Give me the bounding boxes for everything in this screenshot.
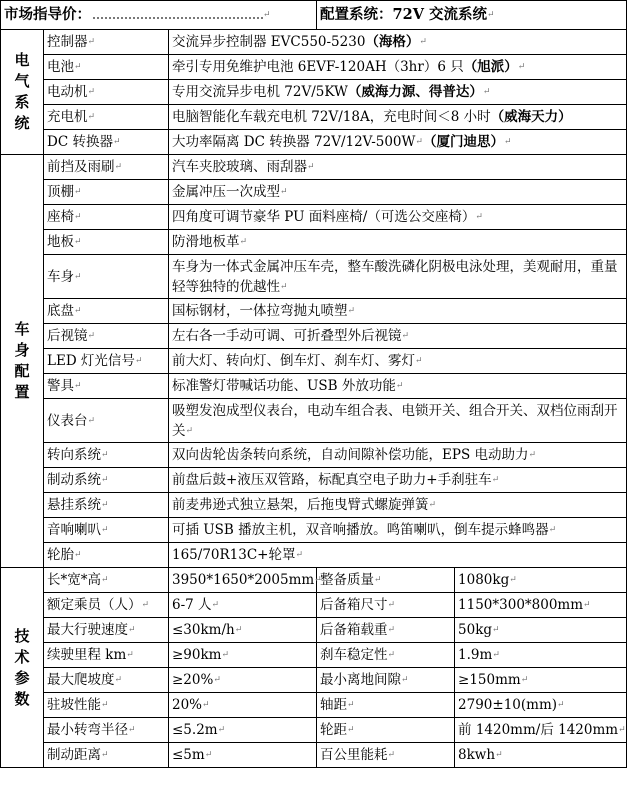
section-char: 置 xyxy=(14,383,30,401)
cell-text: 后备箱载重 xyxy=(320,622,388,638)
row-value xyxy=(169,105,627,130)
paragraph-mark: ↵ xyxy=(347,725,355,735)
cell-text: ≤5.2m xyxy=(172,722,218,738)
cell-text: 续驶里程 km xyxy=(47,647,127,663)
row-label xyxy=(44,30,169,55)
paragraph-mark: ↵ xyxy=(221,650,230,660)
row-value xyxy=(169,493,627,518)
body-row xyxy=(1,349,627,374)
paragraph-mark: ↵ xyxy=(495,750,503,760)
cell-text: 制动系统 xyxy=(47,472,101,488)
row-label xyxy=(44,349,169,374)
cell-text: 后视镜 xyxy=(47,328,88,344)
cell-text: 前麦弗逊式独立悬架，后拖曳臂式螺旋弹簧 xyxy=(172,497,429,513)
cell-text: ≤5m xyxy=(172,747,205,763)
row-label xyxy=(44,255,169,299)
row-value xyxy=(169,543,627,568)
section-char: 电 xyxy=(14,51,30,69)
cell-text: ≥150mm xyxy=(458,672,521,688)
brand-name: （旭派） xyxy=(463,59,518,75)
paragraph-mark: ↵ xyxy=(492,625,500,635)
body-row xyxy=(1,518,627,543)
paragraph-mark: ↵ xyxy=(239,237,248,247)
paragraph-mark: ↵ xyxy=(101,450,109,460)
param-value xyxy=(169,568,322,593)
row-label xyxy=(44,443,169,468)
cell-text: 车身 xyxy=(47,268,74,285)
market-price-label: 市场指导价： xyxy=(4,6,91,23)
electrical-row xyxy=(1,130,627,155)
section-electrical xyxy=(1,30,44,155)
paragraph-mark: ↵ xyxy=(618,725,626,735)
cell-text: 警具 xyxy=(47,378,74,394)
brand-name: （海格） xyxy=(365,34,420,50)
row-label xyxy=(44,55,169,80)
param-label xyxy=(317,693,455,718)
paragraph-mark: ↵ xyxy=(528,450,537,460)
param-value xyxy=(169,668,317,693)
cell-text: DC 转换器 xyxy=(47,134,113,150)
paragraph-mark: ↵ xyxy=(263,10,271,20)
row-label xyxy=(44,468,169,493)
paragraph-mark: ↵ xyxy=(74,62,82,72)
cell-text: 前盘后鼓+液压双管路，标配真空电子助力+手刹驻车 xyxy=(172,472,492,488)
paragraph-mark: ↵ xyxy=(74,271,82,282)
param-value xyxy=(455,718,627,743)
body-row xyxy=(1,443,627,468)
param-value xyxy=(169,643,317,668)
tech-row xyxy=(1,668,627,693)
row-value xyxy=(169,130,627,155)
paragraph-mark: ↵ xyxy=(213,675,221,685)
paragraph-mark: ↵ xyxy=(211,600,220,610)
paragraph-mark: ↵ xyxy=(482,87,491,97)
row-label xyxy=(44,105,169,130)
body-row xyxy=(1,205,627,230)
body-row xyxy=(1,493,627,518)
cell-text: 仪表台 xyxy=(47,412,88,429)
body-row xyxy=(1,374,627,399)
paragraph-mark: ↵ xyxy=(74,212,82,222)
cell-text: 汽车夹胶玻璃、雨刮器 xyxy=(172,159,307,175)
param-label xyxy=(317,643,455,668)
cell-text: ≤30km/h xyxy=(172,622,235,638)
cell-text: 轮胎 xyxy=(47,547,74,563)
param-label xyxy=(44,618,169,643)
cell-text: 最小转弯半径 xyxy=(47,722,128,738)
price-blank-dots xyxy=(93,9,263,19)
cell-text: 前大灯、转向灯、倒车灯、刹车灯、雾灯 xyxy=(172,353,415,369)
tech-row xyxy=(1,718,627,743)
param-value xyxy=(169,743,317,768)
cell-text: 左右各一手动可调、可折叠型外后视镜 xyxy=(172,328,402,344)
cell-text: 双向齿轮齿条转向系统，自动间隙补偿功能，EPS 电动助力 xyxy=(172,447,529,463)
tech-row xyxy=(1,568,627,593)
brand-name: （威海天力） xyxy=(490,109,572,125)
cell-text: 可插 USB 播放主机，双音响播放。鸣笛喇叭，倒车提示蜂鸣器 xyxy=(172,522,549,538)
cell-text: 8kwh xyxy=(458,747,496,763)
market-price-cell xyxy=(1,1,317,30)
paragraph-mark: ↵ xyxy=(557,700,565,710)
config-system-label: 配置系统：72V 交流系统 xyxy=(320,6,488,23)
paragraph-mark: ↵ xyxy=(491,475,500,485)
paragraph-mark: ↵ xyxy=(548,525,557,535)
param-value xyxy=(455,568,627,593)
cell-text: ≥20% xyxy=(172,672,214,688)
cell-text: 车身为一体式金属冲压车壳，整车酸洗磷化阴极电泳处理，美观耐用，重量轻等独特的优越性 xyxy=(172,258,618,295)
param-label xyxy=(44,643,169,668)
cell-text: 3950*1650*2005mm xyxy=(172,572,315,588)
paragraph-mark: ↵ xyxy=(374,575,382,585)
row-label xyxy=(44,299,169,324)
paragraph-mark: ↵ xyxy=(134,356,143,366)
paragraph-mark: ↵ xyxy=(141,600,150,610)
paragraph-mark: ↵ xyxy=(295,550,304,560)
row-label xyxy=(44,543,169,568)
cell-text: 最大行驶速度 xyxy=(47,622,128,638)
cell-text: 专用交流异步电机 72V/5KW xyxy=(172,84,348,100)
paragraph-mark: ↵ xyxy=(185,425,194,436)
cell-text: 轮距 xyxy=(320,722,348,738)
paragraph-mark: ↵ xyxy=(128,625,136,635)
paragraph-mark: ↵ xyxy=(101,575,109,585)
paragraph-mark: ↵ xyxy=(114,675,123,685)
row-value xyxy=(169,299,627,324)
row-value xyxy=(169,55,627,80)
paragraph-mark: ↵ xyxy=(234,625,243,635)
cell-text: 悬挂系统 xyxy=(47,497,101,513)
paragraph-mark: ↵ xyxy=(87,37,96,47)
paragraph-mark: ↵ xyxy=(112,137,121,147)
row-label xyxy=(44,205,169,230)
paragraph-mark: ↵ xyxy=(101,700,109,710)
paragraph-mark: ↵ xyxy=(509,575,517,585)
row-value xyxy=(169,518,627,543)
paragraph-mark: ↵ xyxy=(74,187,82,197)
param-value xyxy=(455,643,627,668)
cell-text: 顶棚 xyxy=(47,184,74,200)
section-char: 气 xyxy=(14,72,30,90)
paragraph-mark: ↵ xyxy=(415,137,423,147)
cell-text: 充电机 xyxy=(47,109,88,125)
section-body xyxy=(1,155,44,568)
paragraph-mark: ↵ xyxy=(517,62,526,72)
electrical-row xyxy=(1,30,627,55)
param-label xyxy=(44,743,169,768)
cell-text: 前 1420mm/后 1420mm xyxy=(458,722,619,738)
param-value xyxy=(455,743,627,768)
row-value xyxy=(169,80,627,105)
row-label xyxy=(44,230,169,255)
param-value xyxy=(455,618,627,643)
cell-text: 6-7 人 xyxy=(172,597,212,613)
paragraph-mark: ↵ xyxy=(401,675,409,685)
cell-text: 刹车稳定性 xyxy=(320,647,388,663)
cell-text: 20% xyxy=(172,697,203,713)
paragraph-mark: ↵ xyxy=(204,750,213,760)
body-row xyxy=(1,324,627,349)
row-label xyxy=(44,324,169,349)
paragraph-mark: ↵ xyxy=(583,600,591,610)
row-value xyxy=(169,399,627,443)
paragraph-mark: ↵ xyxy=(419,37,427,47)
row-value xyxy=(169,205,627,230)
section-char: 统 xyxy=(14,114,30,132)
cell-text: 大功率隔离 DC 转换器 72V/12V-500W xyxy=(172,134,416,150)
paragraph-mark: ↵ xyxy=(202,700,210,710)
row-value xyxy=(169,374,627,399)
tech-row xyxy=(1,743,627,768)
section-char: 身 xyxy=(14,341,30,359)
row-label xyxy=(44,180,169,205)
row-value xyxy=(169,443,627,468)
param-label xyxy=(317,568,455,593)
param-label xyxy=(44,668,169,693)
param-label xyxy=(44,718,169,743)
cell-text: 整备质量 xyxy=(320,572,375,588)
row-value xyxy=(169,230,627,255)
paragraph-mark: ↵ xyxy=(314,575,322,585)
paragraph-mark: ↵ xyxy=(74,550,82,560)
param-value xyxy=(169,718,317,743)
section-char: 系 xyxy=(14,93,30,111)
row-value xyxy=(169,468,627,493)
param-label xyxy=(317,618,455,643)
paragraph-mark: ↵ xyxy=(74,306,82,316)
paragraph-mark: ↵ xyxy=(387,650,396,660)
section-char: 技 xyxy=(14,626,30,645)
cell-text: 转向系统 xyxy=(47,447,101,463)
paragraph-mark: ↵ xyxy=(401,331,410,341)
cell-text: 额定乘员（人） xyxy=(47,597,142,613)
cell-text: 1080kg xyxy=(458,572,510,588)
cell-text: 长*宽*高 xyxy=(47,572,101,588)
param-label xyxy=(317,718,455,743)
param-label xyxy=(44,593,169,618)
paragraph-mark: ↵ xyxy=(387,625,396,635)
paragraph-mark: ↵ xyxy=(74,237,82,247)
electrical-row xyxy=(1,105,627,130)
body-row xyxy=(1,468,627,493)
row-label xyxy=(44,130,169,155)
paragraph-mark: ↵ xyxy=(126,650,134,660)
cell-text: 吸塑发泡成型仪表台，电动车组合表、电锁开关、组合开关、双档位雨刮开关 xyxy=(172,402,618,439)
body-row xyxy=(1,155,627,180)
row-value xyxy=(169,180,627,205)
param-label xyxy=(44,568,169,593)
cell-text: 后备箱尺寸 xyxy=(320,597,388,613)
paragraph-mark: ↵ xyxy=(395,381,404,391)
paragraph-mark: ↵ xyxy=(87,415,96,426)
cell-text: 最大爬坡度 xyxy=(47,672,115,688)
param-value xyxy=(455,593,627,618)
section-char: 数 xyxy=(14,689,30,708)
row-value xyxy=(169,349,627,374)
cell-text: LED 灯光信号 xyxy=(47,353,135,369)
param-value xyxy=(169,593,317,618)
param-label xyxy=(44,693,169,718)
paragraph-mark: ↵ xyxy=(101,750,109,760)
paragraph-mark: ↵ xyxy=(387,750,396,760)
cell-text: 165/70R13C+轮罩 xyxy=(172,547,296,563)
paragraph-mark: ↵ xyxy=(475,212,483,222)
paragraph-mark: ↵ xyxy=(128,725,136,735)
paragraph-mark: ↵ xyxy=(492,650,500,660)
paragraph-mark: ↵ xyxy=(87,112,96,122)
cell-text: 电动机 xyxy=(47,84,88,100)
cell-text: 控制器 xyxy=(47,34,88,50)
param-label xyxy=(317,593,455,618)
cell-text: 驻坡性能 xyxy=(47,697,101,713)
row-value xyxy=(169,255,627,299)
section-tech xyxy=(1,568,44,768)
paragraph-mark: ↵ xyxy=(347,306,356,316)
paragraph-mark: ↵ xyxy=(387,600,396,610)
cell-text: 防滑地板革 xyxy=(172,234,240,250)
paragraph-mark: ↵ xyxy=(280,281,288,292)
param-label xyxy=(317,743,455,768)
paragraph-mark: ↵ xyxy=(347,700,355,710)
row-value xyxy=(169,155,627,180)
row-label xyxy=(44,518,169,543)
cell-text: 底盘 xyxy=(47,303,74,319)
cell-text: 金属冲压一次成型 xyxy=(172,184,280,200)
paragraph-mark: ↵ xyxy=(87,331,96,341)
cell-text: 地板 xyxy=(47,234,74,250)
electrical-row xyxy=(1,55,627,80)
body-row xyxy=(1,230,627,255)
row-label xyxy=(44,493,169,518)
cell-text: 轴距 xyxy=(320,697,348,713)
paragraph-mark: ↵ xyxy=(415,356,423,366)
tech-row xyxy=(1,643,627,668)
param-value xyxy=(455,693,627,718)
cell-text: 制动距离 xyxy=(47,747,101,763)
param-label xyxy=(317,668,455,693)
brand-name: （厦门迪思） xyxy=(422,134,504,150)
row-label xyxy=(44,155,169,180)
tech-row xyxy=(1,618,627,643)
paragraph-mark: ↵ xyxy=(520,675,529,685)
paragraph-mark: ↵ xyxy=(74,381,82,391)
brand-name: （威海力源、得普达） xyxy=(347,84,483,100)
cell-text: 前挡及雨刷 xyxy=(47,159,115,175)
body-row xyxy=(1,399,627,443)
cell-text: 标准警灯带喊话功能、USB 外放功能 xyxy=(172,378,396,394)
cell-text: 2790±10(mm) xyxy=(458,697,558,713)
tech-row xyxy=(1,693,627,718)
paragraph-mark: ↵ xyxy=(114,162,123,172)
electrical-row xyxy=(1,80,627,105)
cell-text: 50kg xyxy=(458,622,493,638)
paragraph-mark: ↵ xyxy=(101,475,109,485)
cell-text: 四角度可调节豪华 PU 面料座椅/（可选公交座椅） xyxy=(172,209,476,225)
section-char: 配 xyxy=(14,362,30,380)
header-row xyxy=(1,1,627,30)
cell-text: 1150*300*800mm xyxy=(458,597,584,613)
cell-text: 1.9m xyxy=(458,647,493,663)
cell-text: 牵引专用免维护电池 6EVF-120AH（3hr）6 只 xyxy=(172,59,464,75)
section-char: 术 xyxy=(14,647,30,666)
section-char: 车 xyxy=(14,320,30,338)
body-row xyxy=(1,299,627,324)
cell-text: 电池 xyxy=(47,59,74,75)
param-value xyxy=(455,668,627,693)
paragraph-mark: ↵ xyxy=(101,500,109,510)
cell-text: 座椅 xyxy=(47,209,74,225)
paragraph-mark: ↵ xyxy=(503,137,512,147)
row-label xyxy=(44,399,169,443)
row-value xyxy=(169,30,627,55)
cell-text: 电脑智能化车载充电机 72V/18A，充电时间＜8 小时 xyxy=(172,109,491,125)
tech-row xyxy=(1,593,627,618)
cell-text: 最小离地间隙 xyxy=(320,672,402,688)
section-char: 参 xyxy=(14,668,30,687)
row-value xyxy=(169,324,627,349)
cell-text: 交流异步控制器 EVC550-5230 xyxy=(172,34,366,50)
paragraph-mark: ↵ xyxy=(87,87,96,97)
body-row xyxy=(1,543,627,568)
paragraph-mark: ↵ xyxy=(487,10,495,20)
body-row xyxy=(1,255,627,299)
paragraph-mark: ↵ xyxy=(307,162,315,172)
cell-text: 百公里能耗 xyxy=(320,747,388,763)
body-row xyxy=(1,180,627,205)
paragraph-mark: ↵ xyxy=(217,725,226,735)
row-label xyxy=(44,374,169,399)
param-value xyxy=(169,618,317,643)
paragraph-mark: ↵ xyxy=(428,500,437,510)
cell-text: ≥90km xyxy=(172,647,222,663)
cell-text: 国标钢材，一体拉弯抛丸喷塑 xyxy=(172,303,348,319)
paragraph-mark: ↵ xyxy=(280,187,288,197)
config-system-cell xyxy=(317,1,627,30)
param-value xyxy=(169,693,317,718)
paragraph-mark: ↵ xyxy=(101,525,109,535)
cell-text: 音响喇叭 xyxy=(47,522,101,538)
row-label xyxy=(44,80,169,105)
